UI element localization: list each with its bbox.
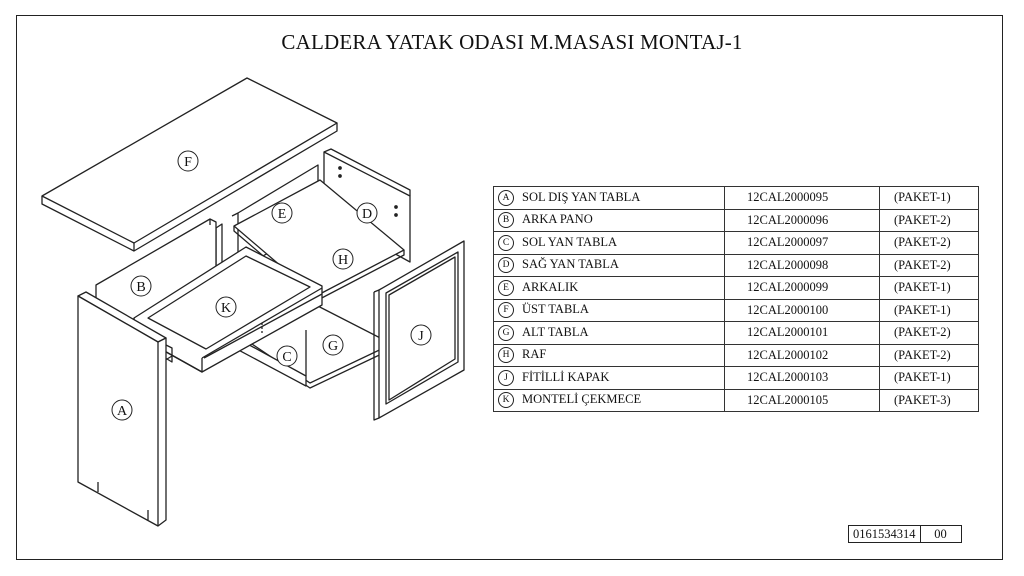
parts-row [494, 322, 979, 345]
part-name-cell [494, 299, 725, 322]
part-name-cell [494, 254, 725, 277]
part-letter-badge: F [498, 302, 514, 318]
part-name: ARKA PANO [522, 212, 593, 227]
part-letter-badge: E [498, 280, 514, 296]
part-name: FİTİLLİ KAPAK [522, 369, 610, 384]
part-code: 12CAL2000101 [725, 322, 880, 345]
part-code: 12CAL2000100 [725, 299, 880, 322]
part-name: ALT TABLA [522, 324, 589, 339]
part-package: (PAKET-3) [880, 389, 979, 412]
part-code: 12CAL2000102 [725, 344, 880, 367]
svg-text:C: C [282, 350, 292, 365]
part-letter-badge: B [498, 212, 514, 228]
part-code: 12CAL2000097 [725, 232, 880, 255]
part-name: SOL DIŞ YAN TABLA [522, 189, 641, 204]
part-package: (PAKET-1) [880, 299, 979, 322]
callout-d [357, 203, 377, 223]
svg-text:A: A [116, 404, 128, 419]
parts-list-table [493, 186, 979, 412]
parts-row [494, 367, 979, 390]
callout-c [277, 346, 297, 366]
part-name: SOL YAN TABLA [522, 234, 618, 249]
part-package: (PAKET-2) [880, 209, 979, 232]
parts-row [494, 232, 979, 255]
parts-row [494, 254, 979, 277]
part-package: (PAKET-2) [880, 322, 979, 345]
callout-j [411, 325, 431, 345]
svg-text:H: H [337, 253, 349, 268]
callout-a [112, 400, 132, 420]
svg-text:D: D [361, 207, 373, 222]
parts-row [494, 209, 979, 232]
callout-g [323, 335, 343, 355]
callout-f [178, 151, 198, 171]
part-code: 12CAL2000099 [725, 277, 880, 300]
part-package: (PAKET-1) [880, 187, 979, 210]
svg-text:E: E [277, 207, 287, 222]
callout-h [333, 249, 353, 269]
revision-number: 00 [920, 526, 961, 543]
part-code: 12CAL2000105 [725, 389, 880, 412]
part-name-cell [494, 277, 725, 300]
part-name-cell [494, 389, 725, 412]
svg-text:F: F [184, 155, 192, 170]
callout-e [272, 203, 292, 223]
part-name: ÜST TABLA [522, 302, 589, 317]
part-name-cell [494, 232, 725, 255]
part-package: (PAKET-2) [880, 344, 979, 367]
part-letter-badge: H [498, 347, 514, 363]
part-name-cell [494, 209, 725, 232]
document-number-box [848, 525, 962, 543]
svg-text:G: G [327, 339, 339, 354]
part-name: MONTELİ ÇEKMECE [522, 392, 642, 407]
part-letter-badge: J [498, 370, 514, 386]
part-letter-badge: K [498, 392, 514, 408]
part-package: (PAKET-2) [880, 232, 979, 255]
part-name: SAĞ YAN TABLA [522, 257, 619, 272]
part-package: (PAKET-2) [880, 254, 979, 277]
part-code: 12CAL2000096 [725, 209, 880, 232]
drawing-title: CALDERA YATAK ODASI M.MASASI MONTAJ-1 [281, 30, 743, 54]
parts-row [494, 277, 979, 300]
callout-b [131, 276, 151, 296]
svg-text:B: B [136, 280, 146, 295]
part-name-cell [494, 344, 725, 367]
callout-k [216, 297, 236, 317]
svg-text:K: K [220, 301, 232, 316]
part-letter-badge: A [498, 190, 514, 206]
part-letter-badge: D [498, 257, 514, 273]
part-name: RAF [522, 347, 547, 362]
part-name-cell [494, 187, 725, 210]
part-name: ARKALIK [522, 279, 579, 294]
part-package: (PAKET-1) [880, 277, 979, 300]
part-letter-badge: G [498, 325, 514, 341]
part-package: (PAKET-1) [880, 367, 979, 390]
part-name-cell [494, 367, 725, 390]
parts-row [494, 187, 979, 210]
part-code: 12CAL2000103 [725, 367, 880, 390]
parts-row [494, 299, 979, 322]
part-letter-badge: C [498, 235, 514, 251]
parts-row [494, 389, 979, 412]
svg-text:J: J [418, 329, 424, 344]
part-code: 12CAL2000098 [725, 254, 880, 277]
document-number: 0161534314 [849, 526, 921, 543]
parts-row [494, 344, 979, 367]
part-code: 12CAL2000095 [725, 187, 880, 210]
part-name-cell [494, 322, 725, 345]
